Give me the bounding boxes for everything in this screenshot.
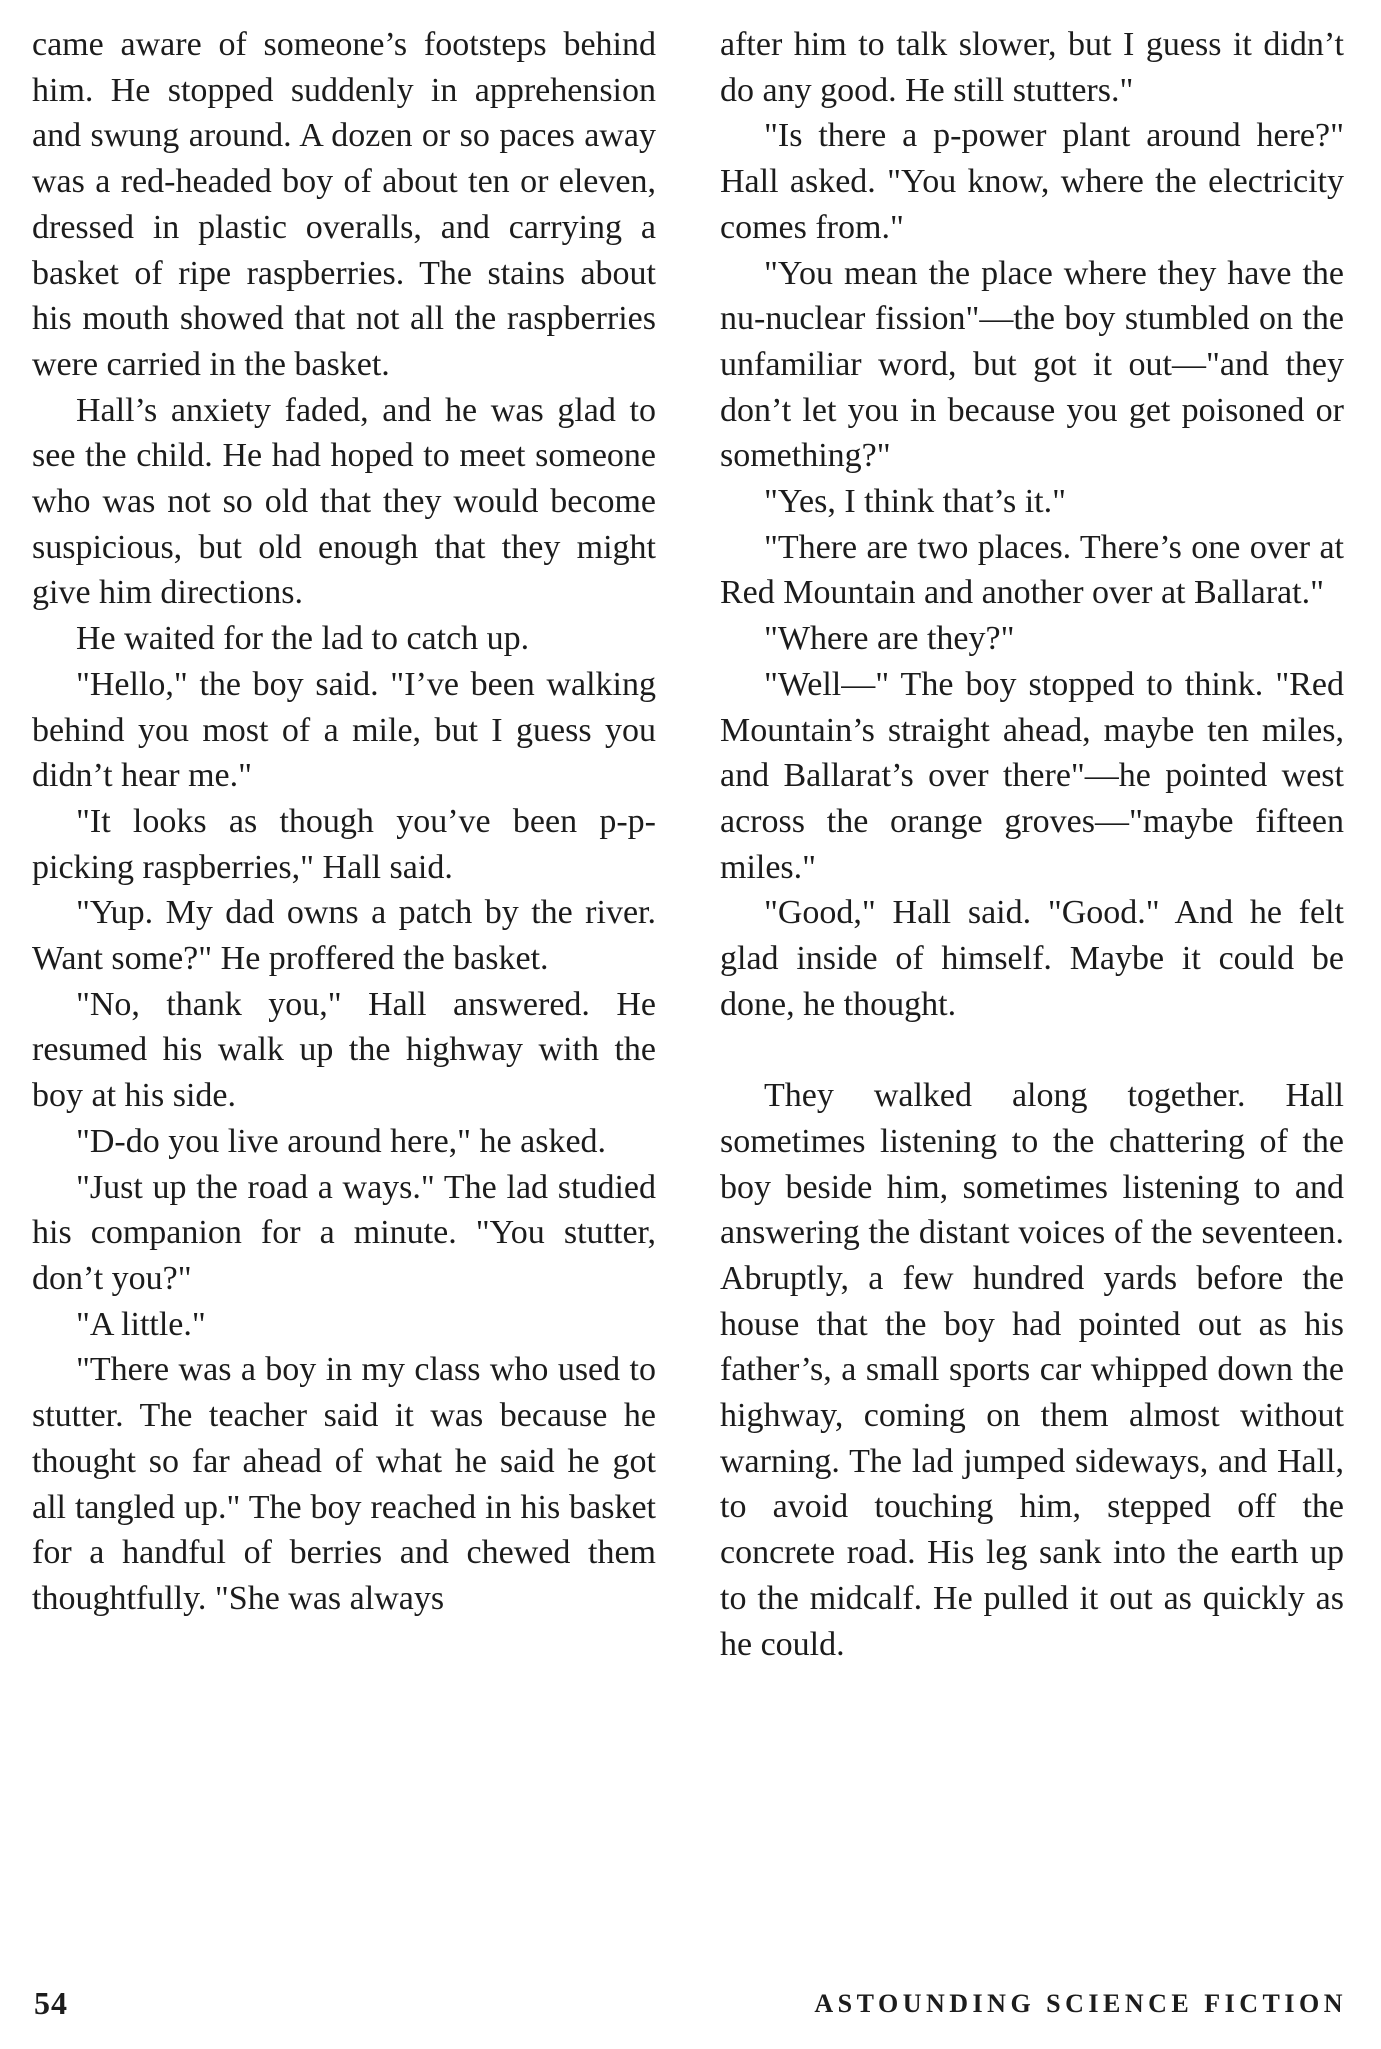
- page-footer: [34, 1985, 1347, 2025]
- right-column: [720, 22, 1344, 1667]
- paragraph: after him to talk slower, but I guess it didn’t do any good. He still stutters.": [720, 26, 1344, 109]
- page-number: 54: [34, 1985, 68, 2021]
- paragraph: He waited for the lad to catch up.: [76, 620, 530, 658]
- paragraph: "You mean the place where they have the nu-nuclear fission"—the boy stumbled on the unfamiliar word, but got it out—"and they don’t let you in because you get poisoned or something?": [720, 254, 1344, 475]
- paragraph: "Well—" The boy stopped to think. "Red Mountain’s straight ahead, maybe ten miles, and Ballarat’s over there"—he pointed west across the orange groves—"maybe fifteen miles.": [720, 665, 1344, 886]
- paragraph: "Yes, I think that’s it.": [764, 483, 1066, 521]
- paragraph: "Is there a p-power plant around here?" Hall asked. "You know, where the electricity comes from.": [720, 117, 1344, 246]
- paragraph: "D-do you live around here," he asked.: [76, 1122, 607, 1160]
- paragraph: Hall’s anxiety faded, and he was glad to see the child. He had hoped to meet someone who was not so old that they would become suspicious, but old enough that they might give him directions.: [32, 391, 656, 612]
- paragraph: "Just up the road a ways." The lad studied his companion for a minute. "You stutter, don’t you?": [32, 1168, 656, 1297]
- paragraph: came aware of someone’s footsteps behind him. He stopped suddenly in apprehension and swung around. A dozen or so paces away was a red-headed boy of about ten or eleven, dressed in plastic overalls, and carrying a basket of ripe raspberries. The stains about his mouth showed that not all the raspberries were carried in the basket.: [32, 26, 656, 383]
- paragraph: "There are two places. There’s one over at Red Mountain and another over at Ballarat.": [720, 528, 1344, 612]
- paragraph: "Good," Hall said. "Good." And he felt glad inside of himself. Maybe it could be done, he thought.: [720, 894, 1344, 1023]
- paragraph: "Where are they?": [764, 620, 1015, 658]
- paragraph: "Yup. My dad owns a patch by the river. Want some?" He proffered the basket.: [32, 894, 656, 978]
- paragraph: "A little.": [76, 1305, 206, 1343]
- paragraph-section-start: They walked along together. Hall sometimes listening to the chattering of the boy beside him, sometimes listening to and answering the distant voices of the seventeen. Abruptly, a few hundred yards before the house that the boy had pointed out as his father’s, a small sports car whipped down the highway, coming on them almost without warning. The lad jumped sideways, and Hall, to avoid touching him, stepped off the concrete road. His leg sank into the earth up to the midcalf. He pulled it out as quickly as he could.: [720, 1077, 1344, 1663]
- paragraph: "There was a boy in my class who used to stutter. The teacher said it was because he thought so far ahead of what he said he got all tangled up." The boy reached in his basket for a handful of berries and chewed them thoughtfully. "She was always: [32, 1351, 656, 1617]
- running-title: ASTOUNDING SCIENCE FICTION: [814, 1989, 1347, 2018]
- paragraph: "Hello," the boy said. "I’ve been walking behind you most of a mile, but I guess you didn’t hear me.": [32, 665, 656, 795]
- paragraph: "No, thank you," Hall answered. He resumed his walk up the highway with the boy at his side.: [32, 985, 656, 1115]
- paragraph: "It looks as though you’ve been p-p-picking raspberries," Hall said.: [32, 802, 656, 886]
- left-column: [32, 22, 656, 1622]
